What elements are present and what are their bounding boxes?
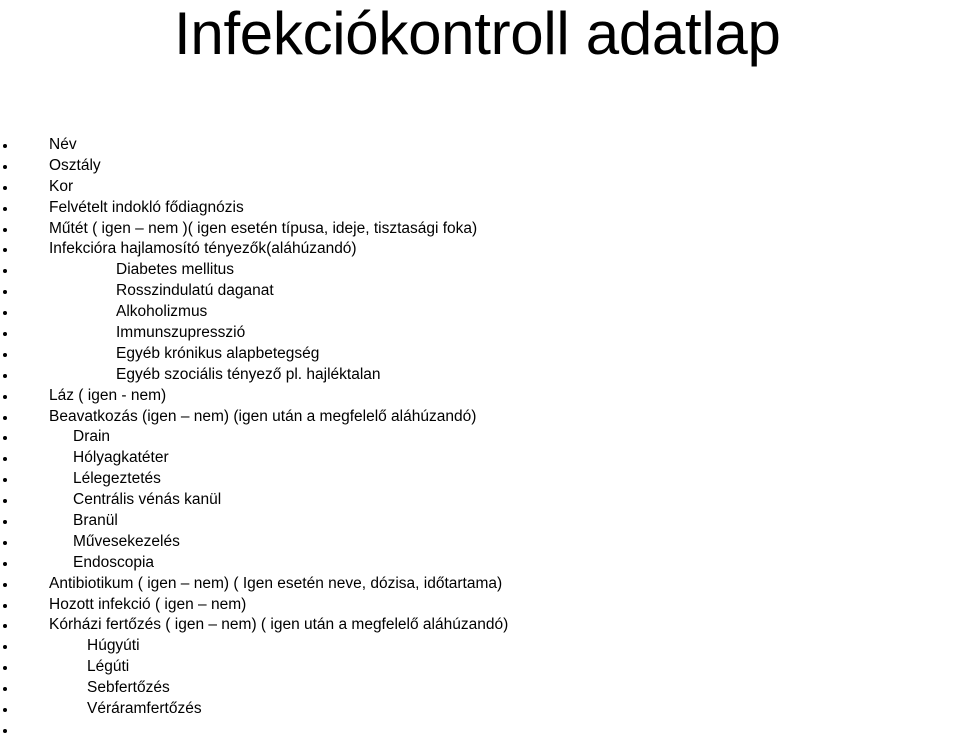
list-item-label: Lélegeztetés xyxy=(73,470,161,488)
list-item xyxy=(0,344,959,365)
list-item-label: Kor xyxy=(49,177,74,195)
list-item-label: Osztály xyxy=(49,156,101,174)
bullet-icon xyxy=(3,624,7,628)
bullet-icon xyxy=(3,708,7,712)
list-item xyxy=(0,302,959,323)
list-item-label: Beavatkozás (igen – nem) (igen után a megfelelő aláhúzandó) xyxy=(49,407,477,425)
list-item xyxy=(0,532,959,553)
list-item xyxy=(0,615,959,636)
list-item-label: Rosszindulatú daganat xyxy=(116,282,274,300)
list-item xyxy=(0,365,959,386)
list-item xyxy=(0,490,959,511)
bullet-icon xyxy=(3,645,7,649)
list-item-label: Antibiotikum ( igen – nem) ( Igen esetén neve, dózisa, időtartama) xyxy=(49,574,503,592)
list-item xyxy=(0,595,959,616)
bullet-icon xyxy=(3,228,7,232)
bullet-icon xyxy=(3,687,7,691)
list-item-label: Légúti xyxy=(87,658,130,676)
bullet-icon xyxy=(3,395,7,399)
list-item xyxy=(0,219,959,240)
list-item xyxy=(0,699,959,720)
list-item xyxy=(0,427,959,448)
list-item-label: Diabetes mellitus xyxy=(116,261,235,279)
list-item-label: Láz ( igen - nem) xyxy=(49,386,167,404)
list-item xyxy=(0,511,959,532)
list-item xyxy=(0,553,959,574)
list-item-label: Művesekezelés xyxy=(73,532,180,550)
bullet-icon xyxy=(3,666,7,670)
list-item xyxy=(0,156,959,177)
list-item-label: Centrális vénás kanül xyxy=(73,491,222,509)
list-item xyxy=(0,407,959,428)
bullet-icon xyxy=(3,604,7,608)
bullet-icon xyxy=(3,374,7,378)
list-item-label: Sebfertőzés xyxy=(87,679,170,697)
bullet-icon xyxy=(3,269,7,273)
list-item-label: Húgyúti xyxy=(87,637,140,655)
list-item-label: Véráramfertőzés xyxy=(87,700,202,718)
bullet-icon xyxy=(3,332,7,336)
list-item-label: Immunszupresszió xyxy=(116,324,246,342)
list-item-label: Endoscopia xyxy=(73,553,155,571)
bullet-icon xyxy=(3,248,7,252)
list-item-label: Kórházi fertőzés ( igen – nem) ( igen után a megfelelő aláhúzandó) xyxy=(49,616,509,634)
list-item xyxy=(0,574,959,595)
bullet-icon xyxy=(3,416,7,420)
list-item-label: Alkoholizmus xyxy=(116,303,208,321)
bullet-icon xyxy=(3,457,7,461)
bullet-icon xyxy=(3,207,7,211)
bullet-icon xyxy=(3,729,7,733)
list-item-label: Felvételt indokló fődiagnózis xyxy=(49,198,244,216)
bullet-icon xyxy=(3,520,7,524)
list-item xyxy=(0,636,959,657)
list-item xyxy=(0,323,959,344)
list-item xyxy=(0,260,959,281)
bullet-icon xyxy=(3,436,7,440)
list-item-label: Műtét ( igen – nem )( igen esetén típusa, ideje, tisztasági foka) xyxy=(49,219,478,237)
list-item-label: Név xyxy=(49,136,77,153)
bullet-icon xyxy=(3,165,7,169)
list-item xyxy=(0,135,959,156)
list-item xyxy=(0,678,959,699)
list-item xyxy=(0,177,959,198)
list-item xyxy=(0,448,959,469)
list-item-label: Infekcióra hajlamosító tényezők(aláhúzandó) xyxy=(49,240,357,258)
list-item xyxy=(0,386,959,407)
list-item-label: Drain xyxy=(73,428,111,446)
list-item xyxy=(0,281,959,302)
bullet-icon xyxy=(3,562,7,566)
form-field-list xyxy=(0,135,959,741)
list-item xyxy=(0,469,959,490)
list-item xyxy=(0,198,959,219)
bullet-icon xyxy=(3,583,7,587)
bullet-icon xyxy=(3,353,7,357)
bullet-icon xyxy=(3,478,7,482)
bullet-icon xyxy=(3,311,7,315)
list-item-label: Egyéb krónikus alapbetegség xyxy=(116,344,320,362)
page-title: Infekciókontroll adatlap xyxy=(174,0,781,67)
bullet-icon xyxy=(3,186,7,190)
list-item xyxy=(0,239,959,260)
bullet-icon xyxy=(3,290,7,294)
list-item-label: Hólyagkatéter xyxy=(73,449,169,467)
list-item-label: Hozott infekció ( igen – nem) xyxy=(49,595,247,613)
list-item-label: Branül xyxy=(73,512,118,530)
bullet-icon xyxy=(3,541,7,545)
list-item xyxy=(0,657,959,678)
bullet-icon xyxy=(3,499,7,503)
list-item-label: Egyéb szociális tényező pl. hajléktalan xyxy=(116,365,381,383)
bullet-icon xyxy=(3,144,7,148)
